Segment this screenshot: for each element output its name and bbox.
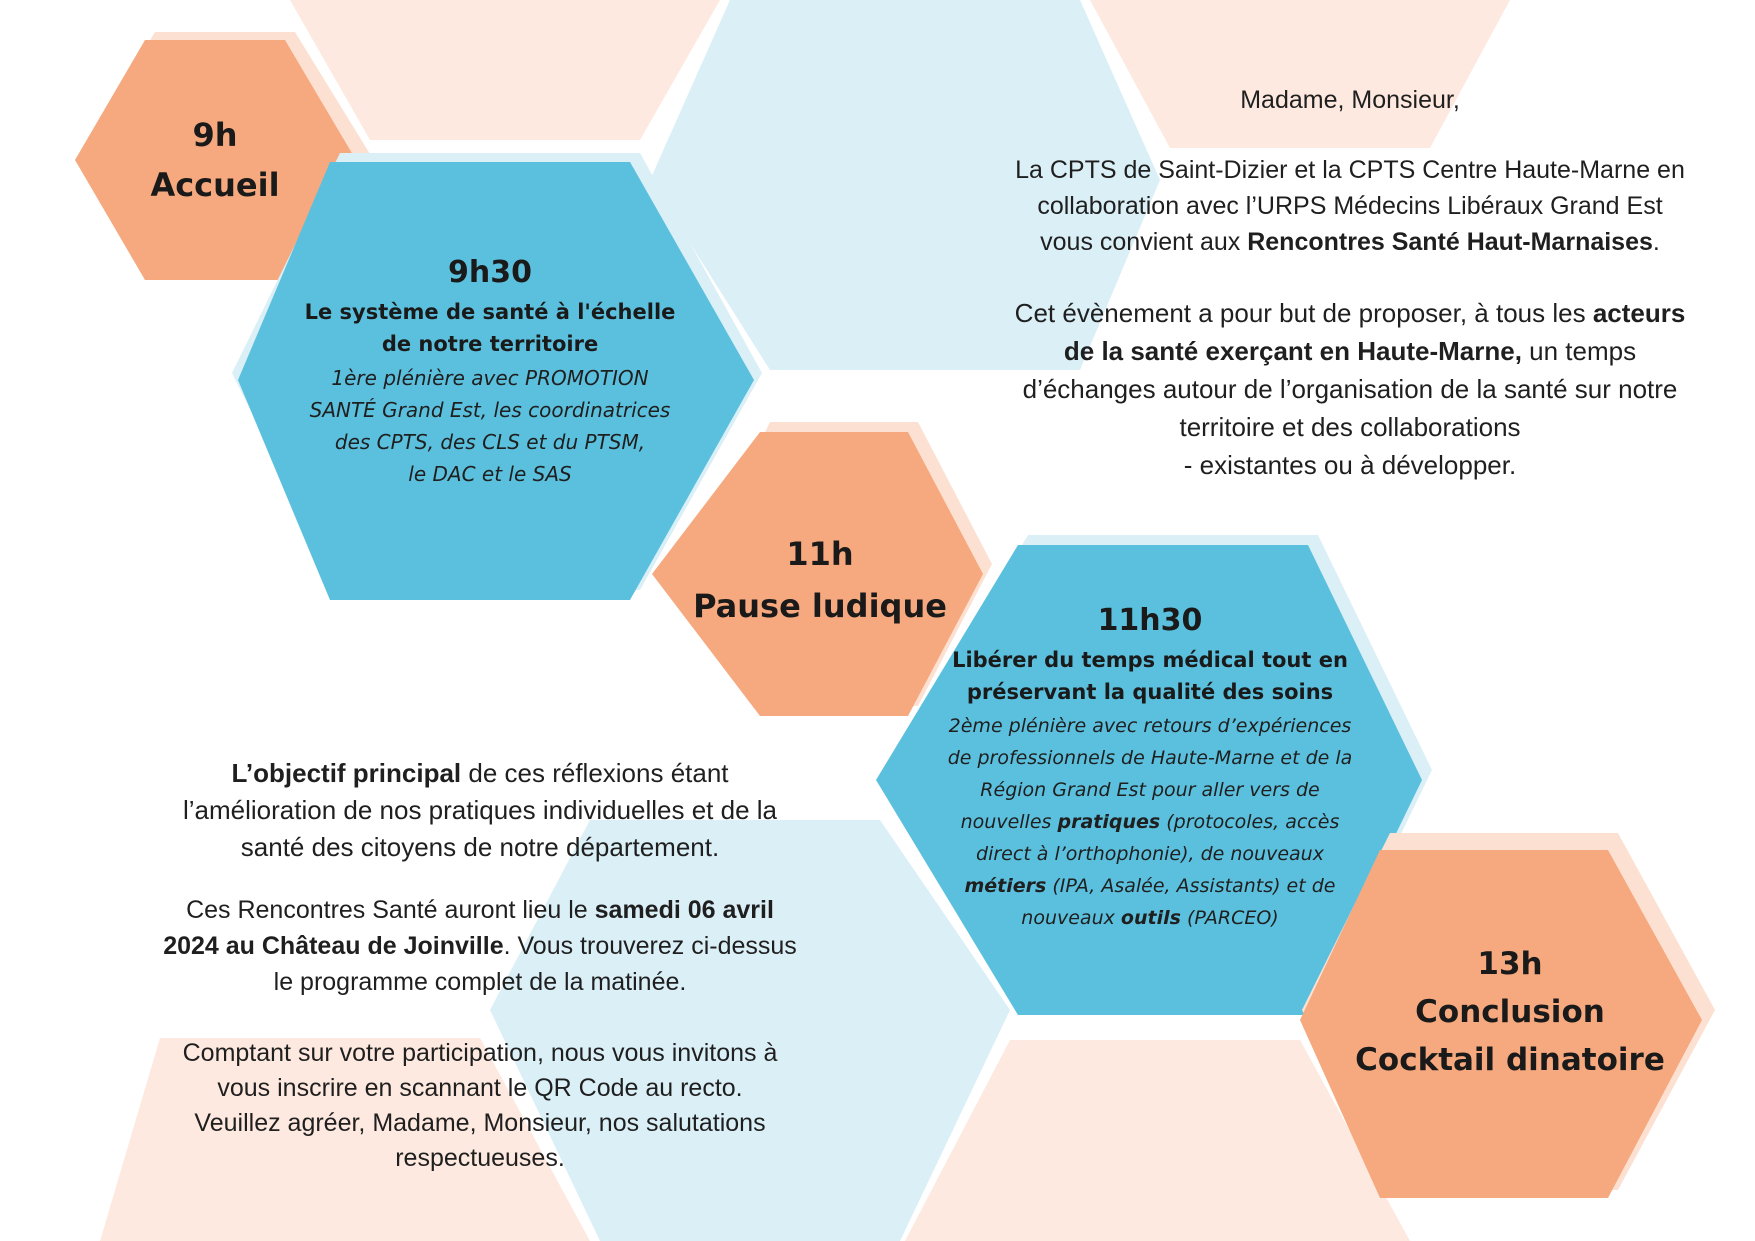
session-title: Pause ludique xyxy=(693,587,947,625)
session-time: 11h30 xyxy=(1097,603,1203,638)
bg-hex-peach-top-left xyxy=(290,0,720,140)
session-subtitle: Le système de santé à l'échelle de notre territoire xyxy=(304,300,676,356)
session-9h30 xyxy=(290,252,690,490)
salutation: Madame, Monsieur, xyxy=(1240,86,1460,114)
paragraph-1: La CPTS de Saint-Dizier et la CPTS Centre Haute-Marne en collaboration avec l’URPS Médecins Libéraux Grand Est vous convient aux Rencontres Santé Haut-Marnaises. xyxy=(1015,156,1685,256)
letter-details xyxy=(110,755,850,1176)
paragraph-2: Cet évènement a pour but de proposer, à tous les acteurs de la santé exerçant en Haute-Marne, un temps d’échanges autour de l’organisation de la santé sur notre territoire et des collaborations - existantes ou à développer. xyxy=(1014,298,1686,480)
session-description: 2ème plénière avec retours d’expériences de professionnels de Haute-Marne et de la Région Grand Est pour aller vers de nouvelles pratiques (protocoles, accès direct à l’orthophonie), de nouveaux métiers (IPA, Asalée, Assistants) et de nouveaux outils (PARCEO) xyxy=(947,715,1353,929)
session-11h xyxy=(680,528,960,632)
paragraph-date: Ces Rencontres Santé auront lieu le samedi 06 avril 2024 au Château de Joinville. Vous trouverez ci-dessus le programme complet de la matinée. xyxy=(163,896,797,996)
session-title: Conclusion xyxy=(1415,994,1605,1030)
session-9h xyxy=(115,110,315,210)
session-title: Cocktail dinatoire xyxy=(1355,1042,1665,1078)
paragraph-objective: L’objectif principal de ces réflexions étant l’amélioration de nos pratiques individuelles et de la santé des citoyens de notre département. xyxy=(182,758,778,862)
session-time: 13h xyxy=(1477,946,1543,982)
session-11h30 xyxy=(920,600,1380,934)
session-title: Accueil xyxy=(150,166,280,204)
paragraph-closing: Comptant sur votre participation, nous vous invitons à vous inscrire en scannant le QR Code au recto. Veuillez agréer, Madame, Monsieur, nos salutations respectueuses. xyxy=(182,1039,778,1172)
letter-intro xyxy=(980,82,1720,484)
session-13h xyxy=(1340,940,1680,1084)
session-time: 9h30 xyxy=(448,255,532,290)
session-time: 9h xyxy=(192,116,238,154)
session-time: 11h xyxy=(786,535,854,573)
session-description: 1ère plénière avec PROMOTION SANTÉ Grand Est, les coordinatrices des CPTS, des CLS et du PTSM, le DAC et le SAS xyxy=(309,366,671,486)
session-subtitle: Libérer du temps médical tout en préservant la qualité des soins xyxy=(952,648,1348,704)
